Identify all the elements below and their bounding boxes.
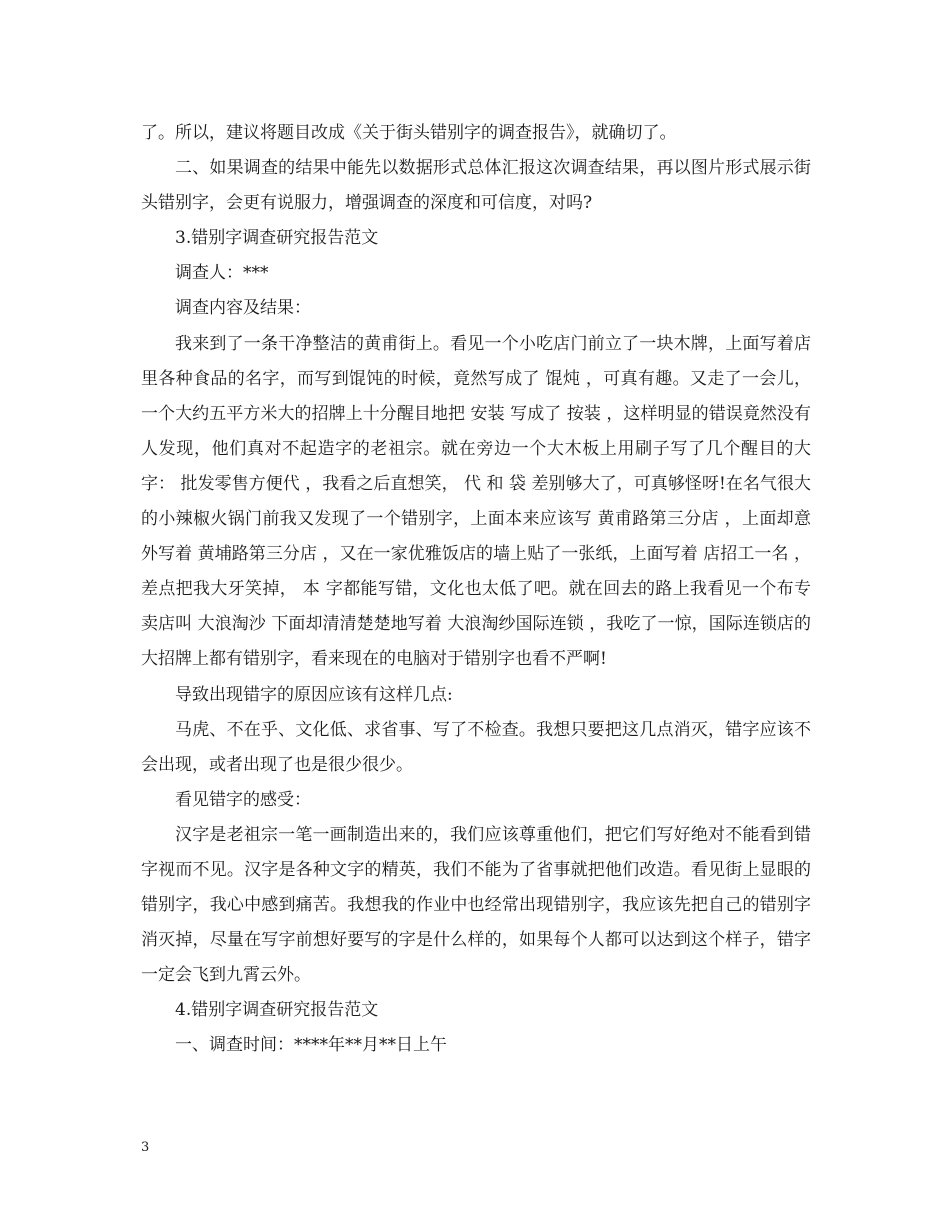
section-heading: 3.错别字调查研究报告范文: [175, 228, 379, 249]
paragraph: 一、调查时间：****年**月**日上午: [175, 1035, 447, 1056]
paragraph: 我来到了一条干净整洁的黄甫街上。看见一个小吃店门前立了一块木牌，上面写着店里各种食品的名字，而写到馄饨的时候，竟然写成了 馄炖 ，可真有趣。又走了一会儿，一个大约五平方米大的招牌上十分醒目地把 安装 写成了 按装 ，这样明显的错误竟然没有人发现，他们真对不起造字的老祖宗。就在旁边一个大木板上用刷子写了几个醒目的大字： 批发零售方便代 ，我看之后直想笑， 代 和 袋 差别够大了，可真够怪呀!在名气很大的小辣椒火锅门前我又发现了一个错别字，上面本来应该写 黄甫路第三分店 ，上面却意外写着 黄埔路第三分店 ，又在一家优雅饭店的墙上贴了一张纸，上面写着 店招工一名 ，差点把我大牙笑掉， 本 字都能写错，文化也太低了吧。就在回去的路上我看见一个布专卖店叫 大浪淘沙 下面却清清楚楚地写着 大浪淘纱国际连锁 ，我吃了一惊，国际连锁店的大招牌上都有错别字，看来现在的电脑对于错别字也看不严啊!: [141, 333, 811, 670]
document-body: [141, 116, 811, 1064]
paragraph: 马虎、不在乎、文化低、求省事、写了不检查。我想只要把这几点消灭，错字应该不会出现，或者出现了也是很少很少。: [141, 719, 811, 775]
paragraph: 了。所以，建议将题目改成《关于街头错别字的调查报告》，就确切了。: [141, 123, 677, 143]
paragraph: 导致出现错字的原因应该有这样几点:: [175, 684, 453, 705]
paragraph: 调查内容及结果：: [175, 298, 311, 319]
page-number: 3: [141, 1140, 150, 1155]
paragraph: 看见错字的感受：: [175, 789, 311, 810]
paragraph: 二、如果调查的结果中能先以数据形式总体汇报这次调查结果，再以图片形式展示街头错别字，会更有说服力，增强调查的深度和可信度，对吗?: [141, 158, 811, 214]
paragraph: 调查人：***: [175, 263, 269, 284]
section-heading: 4.错别字调查研究报告范文: [175, 1000, 379, 1021]
paragraph: 汉字是老祖宗一笔一画制造出来的，我们应该尊重他们，把它们写好绝对不能看到错字视而不见。汉字是各种文字的精英，我们不能为了省事就把他们改造。看见街上显眼的错别字，我心中感到痛苦。我想我的作业中也经常出现错别字，我应该先把自己的错别字消灭掉，尽量在写字前想好要写的字是什么样的，如果每个人都可以达到这个样子，错字一定会飞到九霄云外。: [141, 824, 811, 986]
